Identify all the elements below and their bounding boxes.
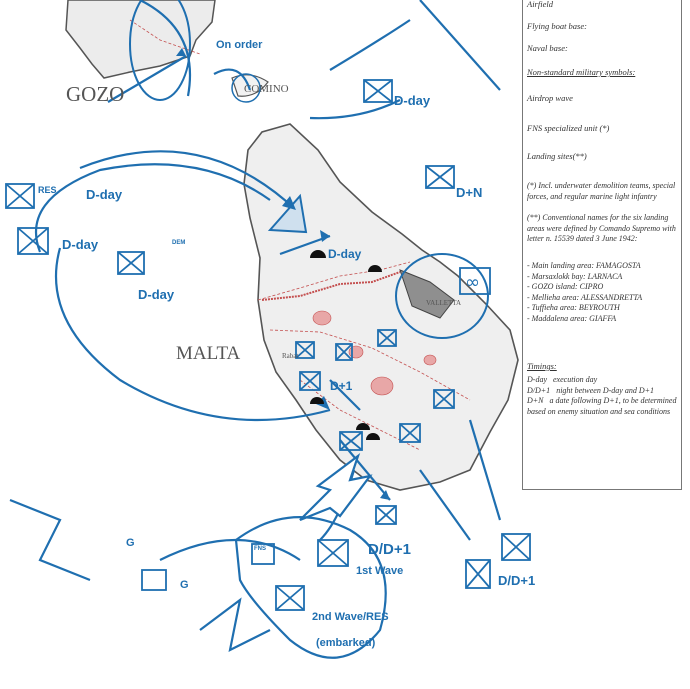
dday-center-label: D-day bbox=[138, 287, 175, 302]
legend-note1: (*) Incl. underwater demolition teams, special forces, and regular marine light infantry bbox=[527, 181, 676, 201]
timing-row: D/D+1 night between D-day and D+1 bbox=[527, 385, 655, 395]
legend-sites-list bbox=[527, 261, 677, 324]
res-label: RES bbox=[38, 185, 57, 195]
unit-sea bbox=[142, 570, 166, 590]
unit-first-wave bbox=[318, 540, 348, 566]
unit-center bbox=[118, 252, 144, 274]
timing-row: D-day execution day bbox=[527, 375, 598, 384]
d-d1-label: D/D+1 bbox=[368, 541, 411, 558]
legend-site: - Main landing area: FAMAGOSTA bbox=[527, 261, 641, 270]
unit-bottom2 bbox=[466, 560, 490, 588]
legend-flying-boat: Flying boat base: bbox=[527, 21, 587, 31]
malta-island bbox=[244, 124, 518, 490]
d-d1-bottom-label: D/D+1 bbox=[498, 573, 536, 588]
dday-top-label: D-day bbox=[394, 93, 431, 108]
dday-left2-label: D-day bbox=[62, 237, 99, 252]
unit-bottom1 bbox=[376, 506, 396, 524]
fns-label: FNS bbox=[254, 546, 266, 552]
embarked-label: (embarked) bbox=[316, 637, 376, 649]
malta-label: MALTA bbox=[176, 343, 241, 364]
legend-landing-sites: Landing sites(**) bbox=[527, 151, 587, 161]
comino-label: COMINO bbox=[244, 83, 289, 95]
legend-note2: (**) Conventional names for the six landing areas were defined by Comando Supremo with letter n. 15539 dated 3 June 1942: bbox=[527, 213, 676, 243]
rabat-label: Rabat bbox=[282, 352, 299, 360]
first-wave-label: 1st Wave bbox=[356, 565, 404, 577]
dday-mid-label: D-day bbox=[328, 247, 362, 261]
unit-left2 bbox=[18, 228, 48, 254]
legend-panel bbox=[522, 0, 682, 490]
legend-timings-title: Timings: bbox=[527, 361, 557, 371]
legend-airdrop: Airdrop wave bbox=[527, 93, 573, 103]
legend-timings bbox=[527, 375, 677, 417]
dem-label: DEM bbox=[172, 240, 186, 246]
legend-site: - GOZO island: CIPRO bbox=[527, 282, 604, 291]
legend-site: - Mellieha area: ALESSANDRETTA bbox=[527, 292, 643, 302]
timing-row: D+N a date following D+1, to be determined based on enemy situation and sea conditions bbox=[527, 396, 677, 416]
g2-label: G bbox=[180, 579, 189, 591]
on-order-label: On order bbox=[216, 39, 263, 51]
unit-dn bbox=[426, 166, 454, 188]
dday-left1-label: D-day bbox=[86, 187, 123, 202]
unit-bottom3 bbox=[502, 534, 530, 560]
valletta-label: VALLETTA bbox=[426, 299, 462, 307]
g1-label: G bbox=[126, 537, 135, 549]
gozo-label: GOZO bbox=[66, 82, 125, 106]
legend-site: - Tuffieha area: BEYROUTH bbox=[527, 303, 620, 312]
legend-naval-base: Naval base: bbox=[527, 43, 568, 53]
unit-top bbox=[364, 80, 392, 102]
unit-second-wave bbox=[276, 586, 304, 610]
unit-res bbox=[6, 184, 34, 208]
legend-site: - Maddalena area: GIAFFA bbox=[527, 313, 617, 323]
second-wave-label: 2nd Wave/RES bbox=[312, 611, 389, 623]
dplus1-label: D+1 bbox=[330, 379, 353, 393]
infinity-symbol: ∞ bbox=[465, 272, 480, 293]
gozo-island bbox=[66, 0, 215, 78]
legend-nonstandard: Non-standard military symbols: bbox=[527, 67, 636, 77]
dplusn-label: D+N bbox=[456, 185, 483, 200]
legend-site: - Marsaxlokk bay: LARNACA bbox=[527, 271, 623, 281]
legend-airfield: Airfield bbox=[527, 0, 553, 9]
legend-fns-unit: FNS specialized unit (*) bbox=[527, 123, 610, 133]
